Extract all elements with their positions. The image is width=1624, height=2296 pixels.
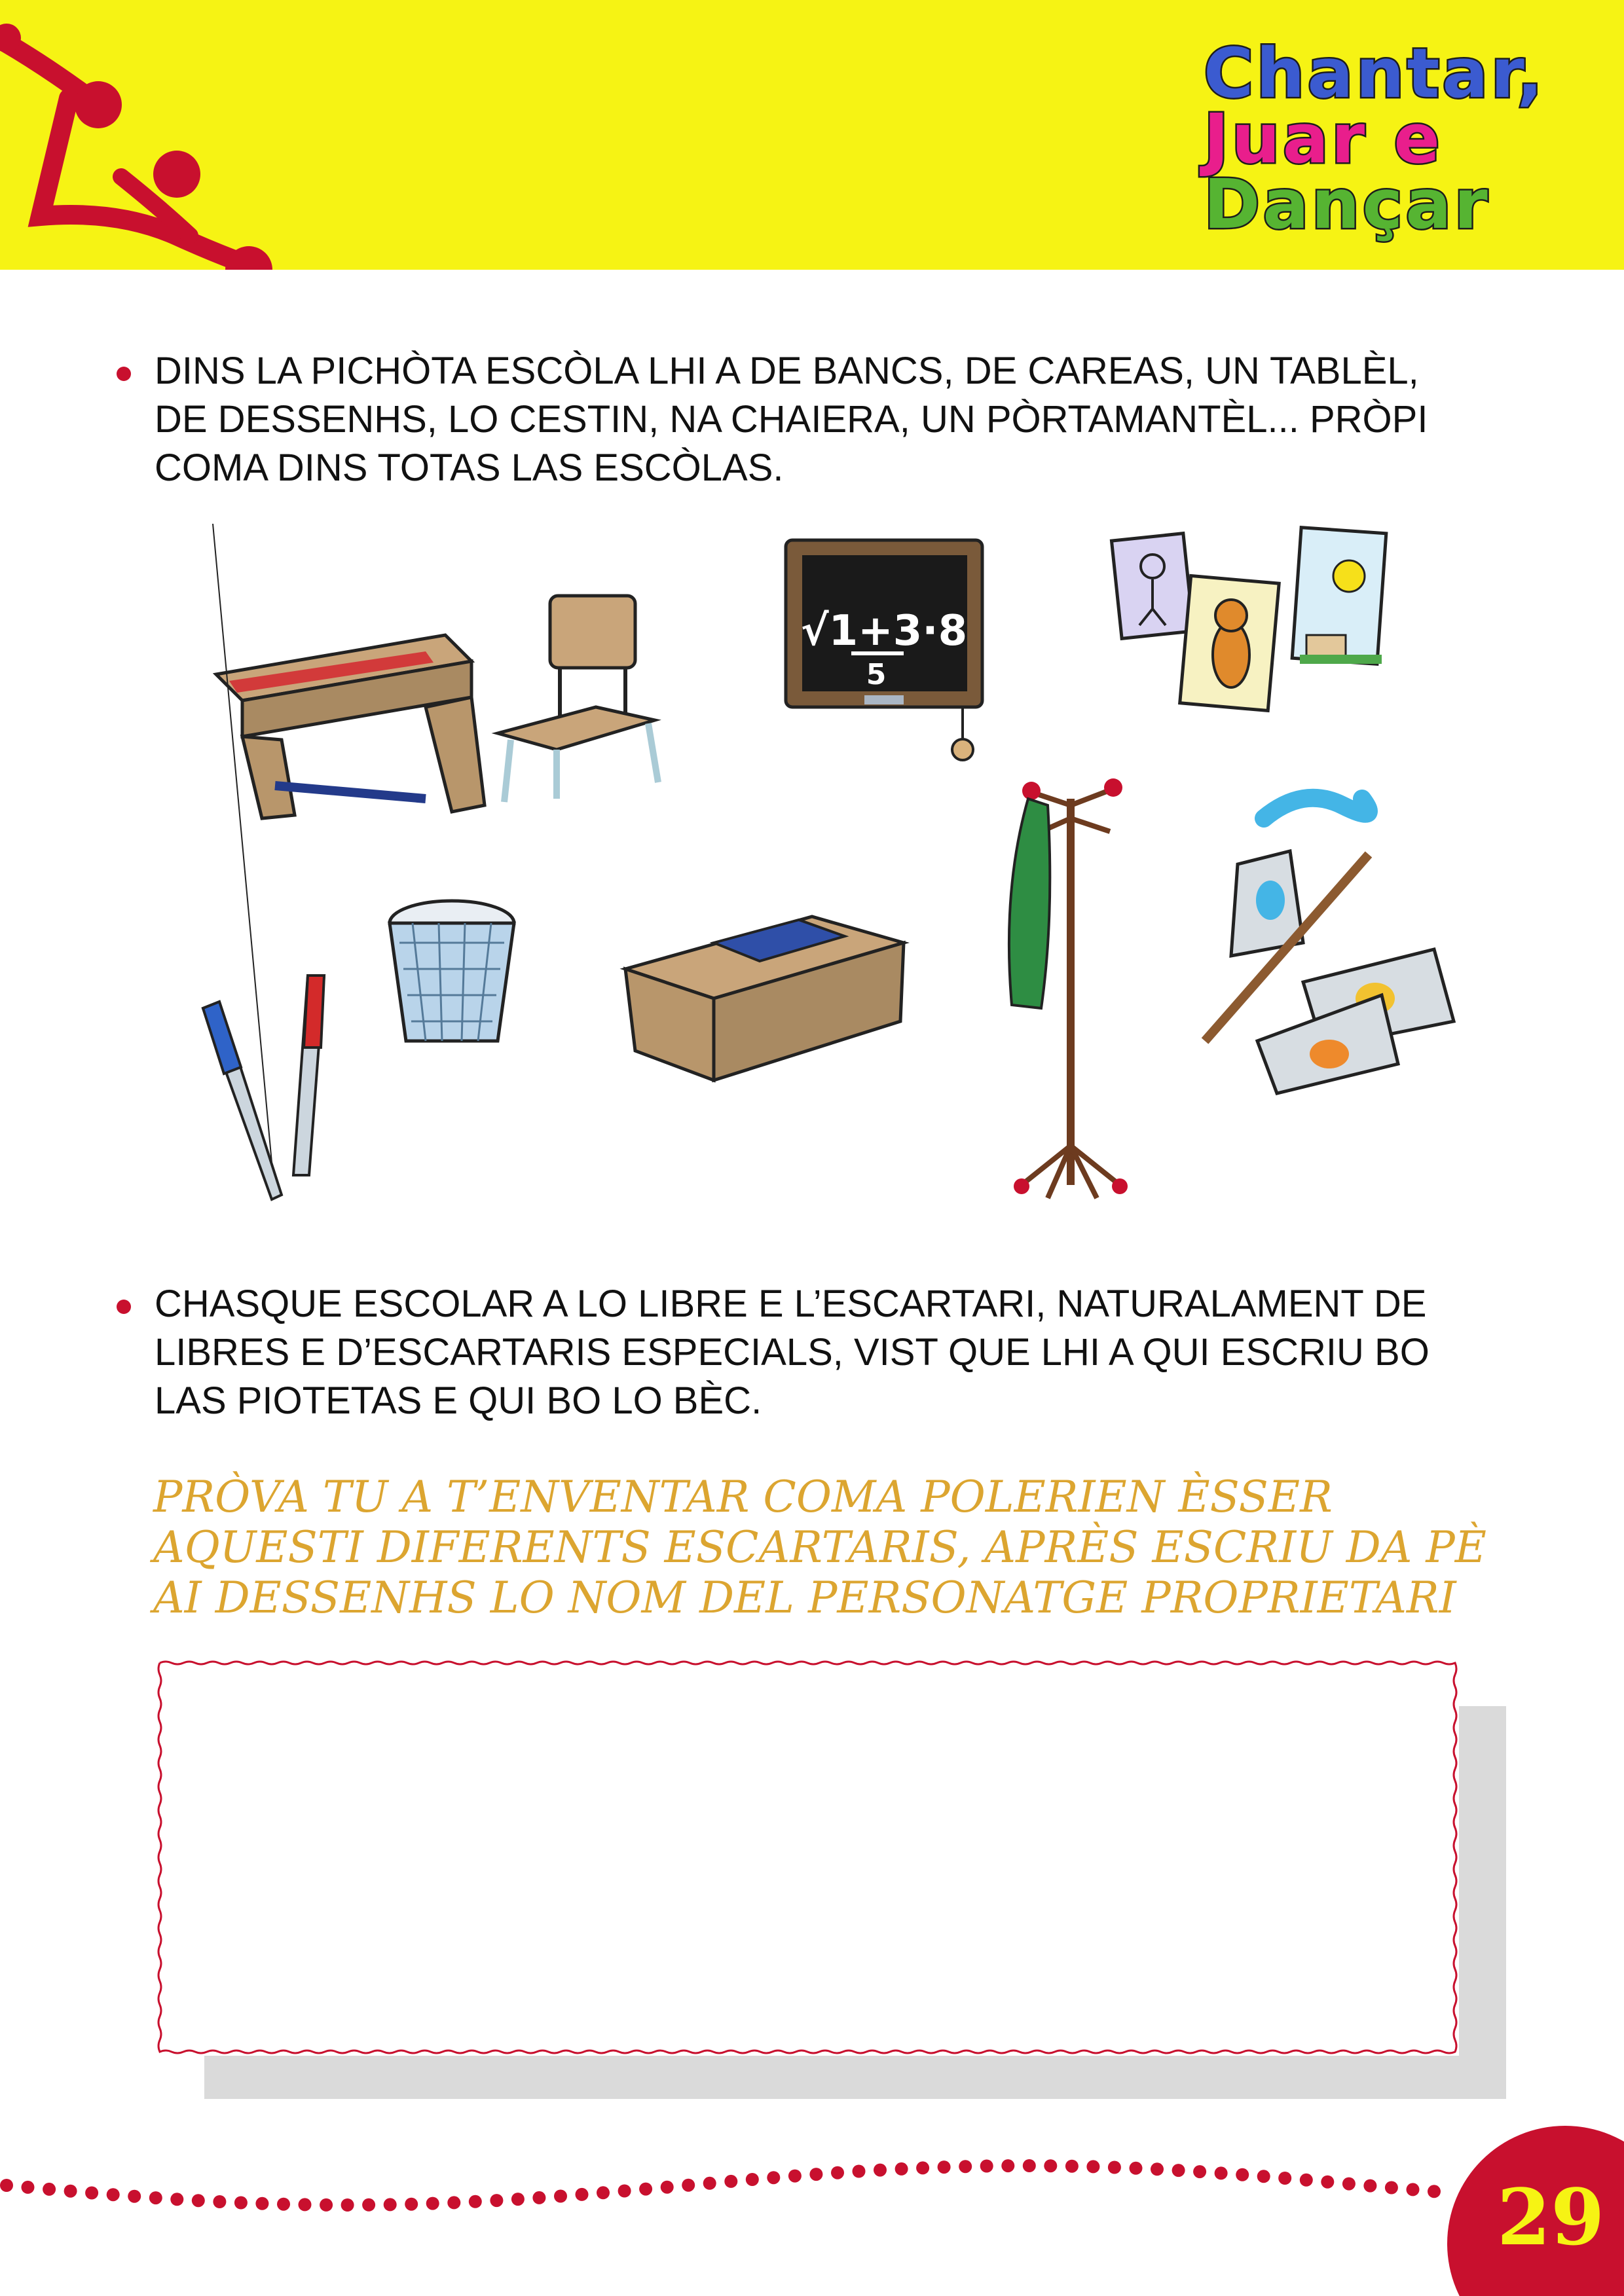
ornament-dot [853, 2165, 866, 2178]
prompt-line: PRÒVA TU A T’ENVENTAR COMA POLERIEN ÈSSER [153, 1472, 1333, 1522]
ornament-dot [1108, 2161, 1121, 2174]
ornament-dot [1257, 2170, 1270, 2183]
ornament-dot [576, 2188, 589, 2201]
ornament-dot [384, 2198, 397, 2211]
ornament-dot [1172, 2164, 1185, 2177]
ornament-dot [320, 2198, 333, 2212]
ornament-dot [959, 2160, 972, 2173]
prompt-line: AQUESTI DIFERENTS ESCARTARIS, APRÈS ESCRIU DA PÈ [153, 1522, 1486, 1573]
ornament-dot [1385, 2181, 1398, 2195]
logo-line-2: Juar e [1204, 99, 1443, 179]
blackboard-icon [786, 540, 982, 760]
coat-stand-icon [1009, 778, 1128, 1198]
ornament-dot [532, 2191, 545, 2204]
ornament-dot [255, 2197, 268, 2210]
ornament-dot [980, 2160, 993, 2173]
pens-icon [203, 524, 324, 1199]
waste-basket-icon [390, 901, 514, 1041]
ornament-dot [703, 2177, 716, 2190]
ornament-dot [788, 2170, 802, 2183]
ornament-dot [170, 2193, 183, 2206]
ornament-dot [1023, 2159, 1036, 2172]
ornament-dot [447, 2196, 460, 2209]
exercise-prompt [153, 1472, 1528, 1623]
paragraph-line: CHASQUE ESCOLAR A LO LIBRE E L’ESCARTARI, NATURALAMENT DE [155, 1283, 1427, 1325]
ornament-dot [767, 2171, 780, 2184]
ornament-dot [1086, 2160, 1099, 2173]
blackboard-denominator: 5 [866, 658, 887, 691]
page-number: 29 [1497, 2172, 1605, 2263]
ornament-dot [490, 2194, 503, 2207]
logo-line-3: Dançar [1204, 164, 1490, 244]
ornament-dot [1193, 2165, 1206, 2178]
answer-box[interactable] [156, 1659, 1459, 2056]
ornament-dot [469, 2195, 482, 2208]
ornament-dot [1407, 2183, 1420, 2196]
ornament-dot [426, 2197, 439, 2210]
paint-tubes-icon [1205, 798, 1454, 1093]
ornament-dot [299, 2198, 312, 2211]
ornament-dot [85, 2187, 98, 2200]
ornament-dot [1044, 2159, 1057, 2172]
school-desk-icon [216, 635, 485, 818]
ornament-dot [1001, 2159, 1014, 2172]
ornament-dot [405, 2198, 418, 2211]
ornament-dot [213, 2195, 226, 2208]
paragraph-line: DE DESSENHS, LO CESTIN, NA CHAIERA, UN PÒRTAMANTÈL... PRÒPI [155, 398, 1428, 441]
bullet-dot [117, 1300, 131, 1314]
page-header [0, 0, 1624, 270]
paragraph-classroom [155, 347, 1549, 492]
ornament-dot [682, 2179, 695, 2192]
ornament-dot [1236, 2168, 1249, 2181]
ornament-dot [874, 2164, 887, 2177]
ornament-dot [362, 2198, 375, 2212]
corner-ornament-icon [0, 0, 301, 270]
dotted-line-ornament [0, 2141, 1624, 2296]
ornament-dot [192, 2194, 205, 2207]
ornament-dot [277, 2198, 290, 2211]
ornament-dot [661, 2181, 674, 2194]
ornament-dot [809, 2168, 822, 2181]
ornament-dot [618, 2185, 631, 2198]
ornament-dot [511, 2193, 525, 2206]
bullet-dot [117, 367, 131, 381]
ornament-dot [1278, 2172, 1291, 2185]
ornament-dot [0, 2179, 13, 2192]
prompt-line: AI DESSENHS LO NOM DEL PERSONATGE PROPRIETARI [153, 1573, 1456, 1623]
ornament-dot [895, 2162, 908, 2176]
logo-line-1: Chantar, [1204, 33, 1545, 113]
paragraph-notebooks [155, 1280, 1549, 1425]
ornament-dot [597, 2186, 610, 2199]
paragraph-line: LIBRES E D’ESCARTARIS ESPECIALS, VIST QUE LHI A QUI ESCRIU BO [155, 1331, 1430, 1374]
ornament-dot [128, 2190, 141, 2203]
ornament-dot [107, 2188, 120, 2201]
ornament-dot [724, 2175, 737, 2188]
ornament-dot [1321, 2176, 1334, 2189]
wavy-border [156, 1659, 1459, 2056]
ornament-dot [1300, 2174, 1313, 2187]
ornament-dot [22, 2181, 35, 2194]
ornament-dot [1363, 2179, 1376, 2193]
ornament-dot [1215, 2166, 1228, 2179]
chair-icon [498, 596, 658, 802]
ornament-dot [1130, 2162, 1143, 2175]
paragraph-line: COMA DINS TOTAS LAS ESCÒLAS. [155, 446, 784, 489]
ornament-dot [831, 2166, 844, 2179]
paragraph-line: DINS LA PICHÒTA ESCÒLA LHI A DE BANCS, DE CAREAS, UN TABLÈL, [155, 350, 1419, 392]
ornament-dot [1342, 2178, 1356, 2191]
ornament-dot [234, 2196, 248, 2210]
classroom-objects-illustration [190, 524, 1486, 1224]
ornament-dot [639, 2183, 652, 2196]
ornament-dot [341, 2198, 354, 2212]
ornament-dot [554, 2190, 567, 2203]
children-drawings-icon [1111, 528, 1386, 711]
ornament-dot [149, 2191, 162, 2204]
ornament-dot [1151, 2162, 1164, 2176]
teacher-desk-icon [625, 917, 904, 1080]
ornament-dot [916, 2161, 929, 2174]
paragraph-line: LAS PIOTETAS E QUI BO LO BÈC. [155, 1379, 762, 1422]
blackboard-formula: √1+3·8 [800, 607, 968, 655]
logo [1204, 33, 1545, 244]
ornament-dot [1428, 2185, 1441, 2198]
ornament-dot [1065, 2160, 1079, 2173]
ornament-dot [43, 2183, 56, 2196]
ornament-dot [64, 2185, 77, 2198]
ornament-dot [938, 2160, 951, 2174]
ornament-dot [746, 2173, 759, 2186]
